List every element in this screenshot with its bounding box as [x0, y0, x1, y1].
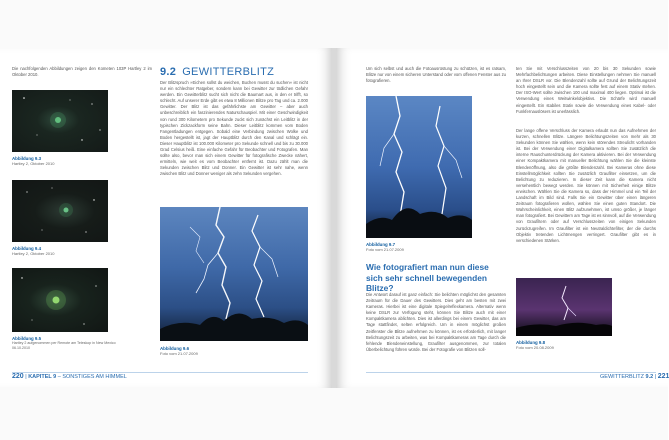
comet-intro-text: Die nachfolgenden Abbildungen zeigen den Kometen 103P Hartley 2 im Oktober 2010. [12, 66, 152, 78]
figure-9-3-label: Abbildung 9.3 [12, 156, 42, 161]
comet-photo-2 [12, 180, 108, 242]
right-footer: GEWITTERBLITZ 9.2 | 221 [600, 373, 669, 380]
comet-image-3 [12, 268, 108, 332]
figure-9-3-caption: Hartley 2, Oktober 2010 [12, 161, 55, 166]
figure-9-5-label: Abbildung 9.5 [12, 336, 42, 341]
left-chapter-title: SONSTIGES AM HIMMEL [62, 374, 127, 380]
right-section-number: 9.2 [645, 374, 654, 380]
comet-photo-3 [12, 268, 108, 332]
lightning-image-9-8 [516, 278, 612, 336]
answer-body-text: Die Antwort darauf ist ganz einfach: Sie belichten möglichst den gesamten Zeitraum für die Dauer des Gewitters. Dies geht am besten mit zwei Kameras. Hierbei ist eine digitale Spiegelreflexkamera. Alternativ wenn keine DSLR zur Verfügung steht, können Sie Blitze auch mit einer Kompaktkamera ablichten. Dies ist allerdings bei einem Gewitter, das am Tage stattfindet, selten erfolgreich. Um in einem möglichst großen Zeitfenster die Blitze aufnehmen zu können, ist es erforderlich, mit langer Belichtungszeit zu arbeiten, was bei Kompaktkameras am Tage durch die fehlende Blendeneinstellung, Graufilter ausgenommen, zur totalen Überbelichtung führen würde. Bei der Fotografie von Blitzen soll- [366, 292, 506, 352]
safety-intro-text: Um sich selbst und auch die Fotoausrüstung zu schützen, ist es ratsam, Blitze nur von einem sicheren Unterstand oder vom offenen Fenster aus zu fotografieren. [366, 66, 506, 84]
figure-9-7-caption: Foto vom 21.07.2009 [366, 247, 404, 252]
section-title: GEWITTERBLITZ [182, 66, 275, 78]
lightning-image-9-6 [160, 207, 308, 341]
shutter-text: Der lange offene Verschluss der Kamera erlaubt nun das Aufnehmen der kurzen, schnellen Blitze. Längere Belichtungszeiten von mehr als 30 Sekunden können Sie wählen, wenn kein störendes Streulicht vorhanden ist. Bei der Verwendung einer Digitalkamera sollten Sie zusätzlich die interne Rauschunterdrückung der Kamera aktivieren. Bei der Verwendung einer Kompaktkamera mit manueller Belichtung wählen Sie die kleinste Blendenöffnung, also die größte Blendenzahl. Bei Kameras ohne diese Einstellmöglichkeit sollten Sie zusätzlich Graufilter einsetzen, um die Belichtung zu reduzieren. In dieser Zeit kann die Kamera nicht versehentlich bewegt werden. Sie können mit Sicherheit einige Blitze erwischen. Wählen Sie die Kamera so, dass der Himmel und ein Teil der Landschaft im Bild sind. Falls Sie ein Gewitter über einen längeren Zeitraum fotografieren wollen, wählen Sie einen guten Standort. Die Wahrscheinlichkeit, einen Blitz aufzunehmen, ist umso größer, je länger man fotografiert. Bei Gewittern am Tage ist es sinnvoll, auf die Verwendung von Graufiltern oder auf Verschlusszeiten von einigen Sekunden zurückzugreifen. Im Graufilter ist ein Neutraldichtefilter, der die durchs Objektiv tretenden Lichtmengen verringert. Graufilter gibt es in verschiedenen Stärken. [516, 128, 656, 243]
section-body-text: Der Blitzspruch »Eichen sollst du weichen, Buchen musst du suchen« ist nicht nur ein schlechter Ratgeber, sondern kann bei Gewitter zur tödlichen Gefahr werden. Ein Gewitterblitz sucht sich nicht die Baumart aus, in den er trifft, so schlecht. Auf unserer Erde gibt es etwa 8 Millionen Blitze pro Tag und ca. 2.000 Gewitter. Der Blitz ist das gefährlichste am Gewitter – aber auch unbeschreiblich ein faszinierendes Naturschauspiel. Mit einer Geschwindigkeit von rund 300 Kilometern pro Sekunde zuckt sich zunächst ein Leitblitz in der typischen Zickzackform seine Bahn. Dieser Leitblitz kommen vom Boden Fangentladungen entgegen. Sobald eine Verbindung zwischen Wolke und Boden hergestellt ist, jagt der Hauptblitz durch den Kanal und schlägt ein. Dieser Hauptblitz ist 100.000 Kilometer pro Sekunde schnell und bis zu 30.000 Grad Celsius heiß. Eine einfache Gefahr für Beobachter und Fotografen. Man sollte also, bevor man sich einem Gewitter für fotografische Zwecke nähert, ermitteln, wie weit es vom Beobachter entfernt ist. Dazu zählt man die Sekunden zwischen Blitz und Donner. Ein Gewitter ist sehr nahe, wenn zwischen Blitz und Donner weniger als zehn Sekunden vergehen. [160, 80, 308, 177]
figure-9-6-label: Abbildung 9.6 [160, 346, 190, 351]
figure-9-4-label: Abbildung 9.4 [12, 246, 42, 251]
section-heading [160, 66, 274, 78]
figure-9-4-caption: Hartley 2, Oktober 2010 [12, 251, 55, 256]
question-heading: Wie fotografiert man nun diese sich sehr schnell bewegenden Blitze? [366, 262, 489, 293]
comet-image-2 [12, 180, 108, 242]
lightning-photo-9-8 [516, 278, 612, 336]
lightning-photo-9-7 [366, 96, 472, 238]
left-chapter-label: KAPITEL 9 [28, 374, 57, 380]
comet-image-1 [12, 90, 108, 152]
lightning-photo-9-6 [160, 207, 308, 341]
figure-9-6-caption: Foto vom 21.07.2009 [160, 351, 198, 356]
left-page-number: 220 [12, 373, 24, 380]
figure-9-7-label: Abbildung 9.7 [366, 242, 396, 247]
right-chapter-title: GEWITTERBLITZ [600, 374, 644, 380]
right-page-number: 221 [657, 373, 669, 380]
section-number: 9.2 [160, 66, 177, 78]
figure-9-5-caption: Hartley 2 aufgenommen per Remote am Teleskop in New Mexico 06.10.2010 [12, 341, 116, 350]
exposure-text: ten Sie mit Verschlusszeiten von 20 bis 30 Sekunden sowie Mehrfachbelichtungen arbeiten. Diese Einstellungen nehmen Sie manuell an Ihrer DSLR vor. Die Blendenzahl sollte auf Grund der Belichtungszeit hoch eingestellt sein und die Kamera sollte fest auf einem Stativ stehen. Der ISO-Wert sollte zwischen 100 und maximal 400 liegen. Optimal ist die Verwendung eines Weitwinkelobjektivs. Die Schärfe wird manuell eingestellt. Ein stabiles Stativ sowie die Verwendung eines Kabel- oder Funkfernauslösers ist unerlässlich. [516, 66, 656, 114]
comet-photo-1 [12, 90, 108, 152]
figure-9-8-label: Abbildung 9.8 [516, 340, 546, 345]
left-footer: 220 | KAPITEL 9 – SONSTIGES AM HIMMEL [12, 373, 127, 380]
figure-9-8-caption: Foto vom 20.08.2009 [516, 345, 554, 350]
lightning-image-9-7 [366, 96, 472, 238]
